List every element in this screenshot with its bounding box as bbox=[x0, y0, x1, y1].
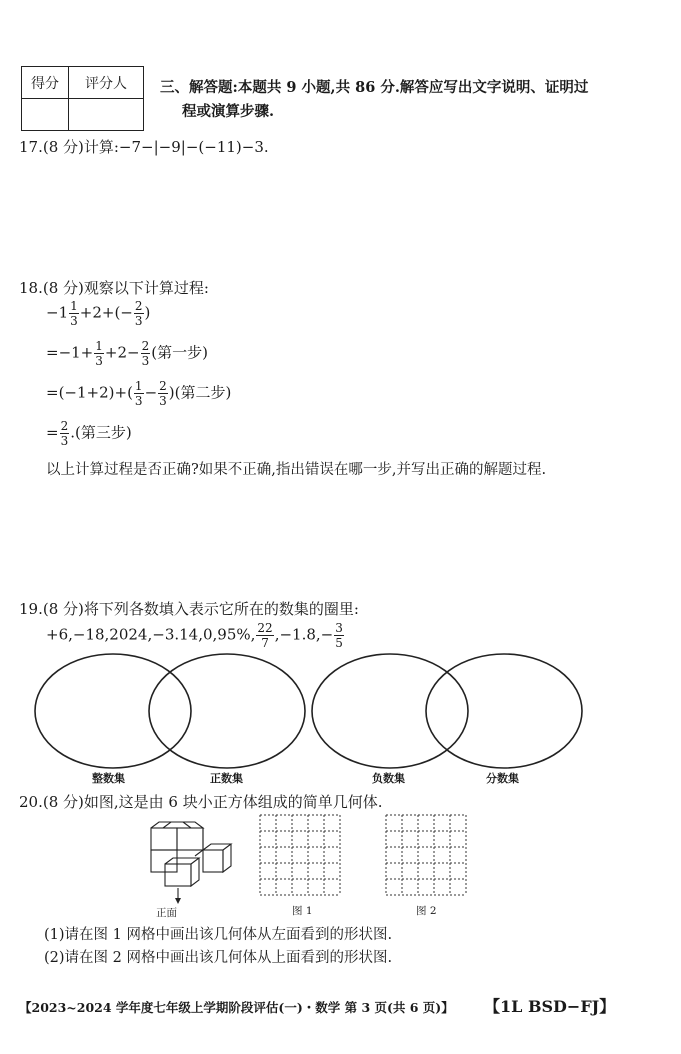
footer-info: 【2023~2024 学年度七年级上学期阶段评估(一)・数学 第 3 页(共 6 页)】 bbox=[19, 1000, 454, 1015]
grader-header: 评分人 bbox=[69, 67, 144, 99]
set-label-fraction: 分数集 bbox=[486, 772, 519, 785]
grader-cell bbox=[69, 99, 144, 131]
set-label-negative: 负数集 bbox=[372, 772, 405, 785]
q18-step-0: −1 $\frac{1}{3}$ +2+(− $\frac{2}{3}$ ) bbox=[46, 299, 151, 328]
set-circles-diagram bbox=[0, 650, 681, 770]
question-18: 18.(8 分)观察以下计算过程: bbox=[19, 279, 209, 297]
score-box bbox=[21, 66, 144, 131]
question-19: 19.(8 分)将下列各数填入表示它所在的数集的圈里: bbox=[19, 600, 359, 618]
score-cell bbox=[22, 99, 69, 131]
footer-code: 【1L BSD−FJ】 bbox=[484, 997, 616, 1016]
grid-figure-1 bbox=[258, 813, 342, 897]
section-heading-line1: 三、解答题:本题共 9 小题,共 86 分.解答应写出文字说明、证明过 bbox=[160, 79, 589, 96]
q19-number-list: +6,−18,2024,−3.14,0,95%, $\frac{22}{7}$ ,−1.8,− $\frac{3}{5}$ bbox=[46, 621, 343, 650]
set-label-positive: 正数集 bbox=[210, 772, 243, 785]
negative-set-circle bbox=[312, 654, 468, 768]
set-label-integer: 整数集 bbox=[92, 772, 125, 785]
positive-set-circle bbox=[149, 654, 305, 768]
q18-step-1: =−1+ $\frac{1}{3}$ +2− $\frac{2}{3}$ (第一步) bbox=[46, 339, 208, 368]
grid-figure-2 bbox=[384, 813, 468, 897]
fraction-set-circle bbox=[426, 654, 582, 768]
question-17: 17.(8 分)计算:−7−|−9|−(−11)−3. bbox=[19, 138, 269, 156]
q18-step-3: = $\frac{2}{3}$ .(第三步) bbox=[46, 419, 132, 448]
score-header: 得分 bbox=[22, 67, 69, 99]
cube-solid-figure bbox=[145, 820, 240, 906]
integer-set-circle bbox=[35, 654, 191, 768]
q18-step-2: =(−1+2)+( $\frac{1}{3}$ − $\frac{2}{3}$ )(第二步) bbox=[46, 379, 232, 408]
q20-subquestion-1: (1)请在图 1 网格中画出该几何体从左面看到的形状图. bbox=[44, 927, 393, 943]
front-label: 正面 bbox=[156, 907, 177, 919]
fig2-label: 图 2 bbox=[416, 905, 437, 917]
q18-question: 以上计算过程是否正确?如果不正确,指出错误在哪一步,并写出正确的解题过程. bbox=[46, 462, 547, 478]
q20-subquestion-2: (2)请在图 2 网格中画出该几何体从上面看到的形状图. bbox=[44, 950, 393, 966]
fig1-label: 图 1 bbox=[292, 905, 313, 917]
section-heading-line2: 程或演算步骤. bbox=[182, 103, 275, 120]
question-20: 20.(8 分)如图,这是由 6 块小正方体组成的简单几何体. bbox=[19, 793, 383, 811]
